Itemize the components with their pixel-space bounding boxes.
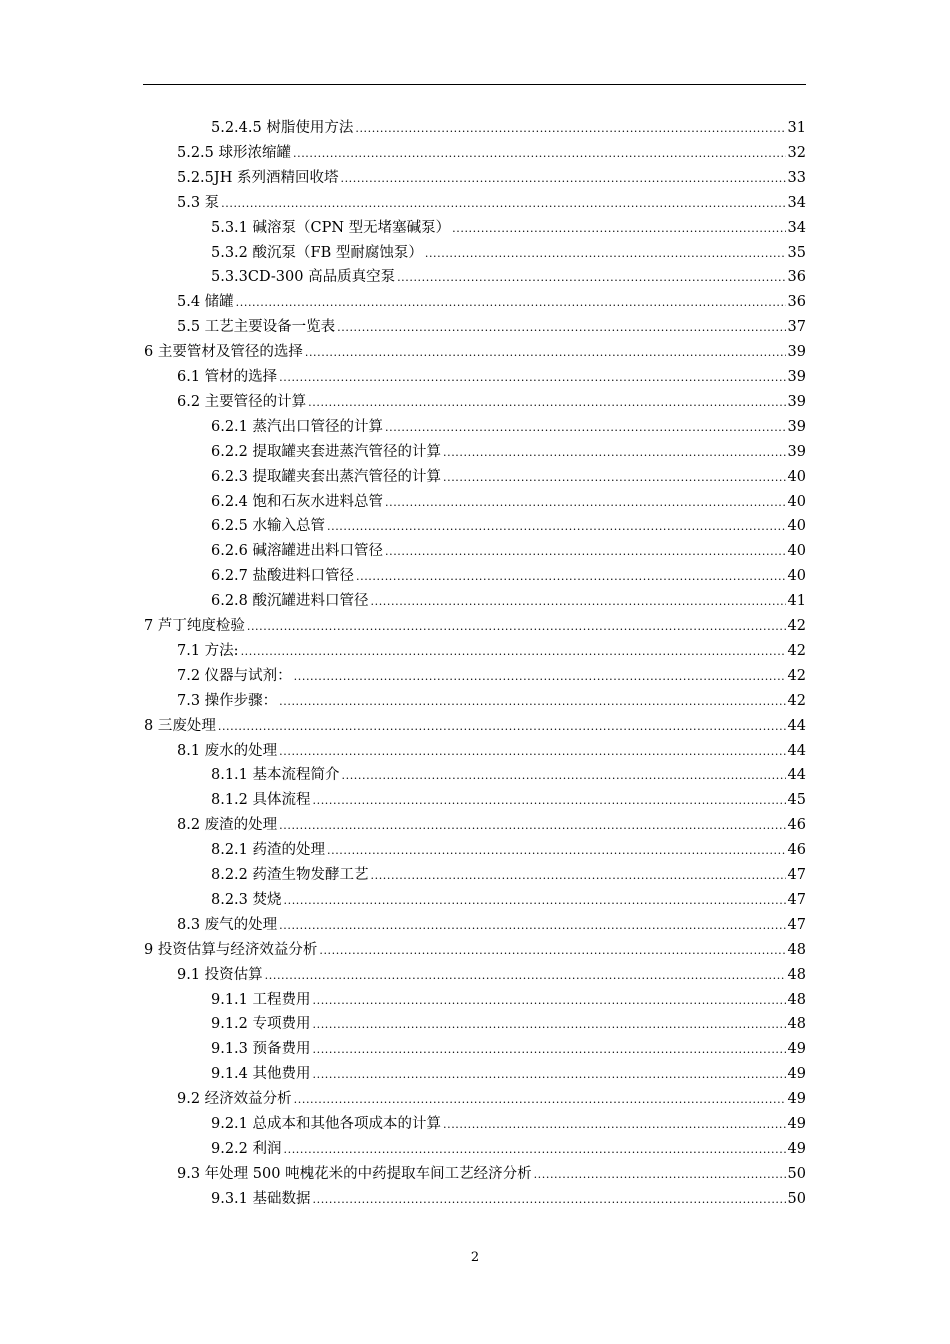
toc-entry-title: 药渣的处理: [252, 842, 326, 859]
toc-entry-label: [211, 988, 311, 1013]
toc-entry-title: 三废处理: [157, 717, 216, 734]
toc-entry[interactable]: [211, 216, 806, 241]
toc-page-number: 39: [787, 443, 806, 460]
toc-dot-leader: [452, 217, 785, 242]
toc-entry-number: 6.2.7: [211, 568, 248, 585]
toc-page-number: 44: [787, 767, 806, 784]
toc-page-number: 46: [787, 842, 806, 859]
toc-page-number: 49: [787, 1140, 806, 1157]
toc-entry-number: 9.1.2: [211, 1016, 248, 1033]
toc-entry[interactable]: [177, 191, 806, 216]
toc-entry[interactable]: [211, 440, 806, 465]
toc-entry-number: 5.3.1: [211, 219, 248, 236]
toc-dot-leader: [355, 117, 785, 142]
toc-entry-title: 投资估算与经济效益分析: [157, 941, 318, 958]
toc-entry[interactable]: [211, 265, 806, 290]
toc-dot-leader: [313, 1063, 786, 1088]
toc-entry[interactable]: [177, 166, 806, 191]
toc-entry-number: 9: [144, 941, 154, 958]
toc-entry-title: 仪器与试剂：: [204, 667, 292, 684]
toc-entry-title: 基本流程简介: [252, 767, 340, 784]
toc-entry-number: 8.2.3: [211, 891, 248, 908]
toc-entry-title: 储罐: [204, 294, 234, 311]
toc-dot-leader: [327, 839, 786, 864]
toc-dot-leader: [319, 939, 785, 964]
toc-entry-label: [177, 365, 277, 390]
toc-entry-number: 6.2.6: [211, 543, 248, 560]
toc-dot-leader: [294, 1088, 786, 1113]
toc-entry-label: [211, 1012, 311, 1037]
toc-entry[interactable]: [211, 788, 806, 813]
toc-page-number: 42: [787, 692, 806, 709]
toc-entry[interactable]: [177, 913, 806, 938]
toc-entry-title: 工艺主要设备一览表: [204, 319, 336, 336]
toc-page-number: 48: [787, 1016, 806, 1033]
toc-dot-leader: [340, 167, 785, 192]
toc-entry[interactable]: [211, 1137, 806, 1162]
toc-entry-label: [211, 863, 369, 888]
toc-entry-title: 工程费用: [252, 991, 311, 1008]
toc-dot-leader: [308, 391, 785, 416]
toc-entry-label: [211, 415, 383, 440]
toc-entry[interactable]: [211, 1112, 806, 1137]
toc-entry-number: 6: [144, 344, 154, 361]
toc-page-number: 44: [787, 742, 806, 759]
toc-entry-number: 6.2: [177, 393, 201, 410]
toc-entry-label: [177, 390, 306, 415]
toc-entry-title: 系列酒精回收塔: [236, 169, 339, 186]
toc-entry-title: 经济效益分析: [204, 1091, 292, 1108]
toc-page-number: 47: [787, 916, 806, 933]
toc-entry[interactable]: [177, 963, 806, 988]
toc-page-number: 50: [787, 1190, 806, 1207]
toc-entry[interactable]: [177, 1162, 806, 1187]
toc-entry-title: 酸沉罐进料口管径: [252, 593, 369, 610]
toc-entry-label: [177, 1162, 532, 1187]
toc-page-number: 35: [787, 244, 806, 261]
toc-entry-label: [211, 1187, 311, 1212]
toc-entry-number: 8.1: [177, 742, 201, 759]
toc-entry-title: 高品质真空泵: [308, 269, 396, 286]
toc-entry-label: [211, 440, 441, 465]
toc-entry-number: 5.2.4.5: [211, 120, 262, 136]
toc-entry[interactable]: [177, 1087, 806, 1112]
toc-entry-title: 利润: [252, 1140, 282, 1157]
toc-dot-leader: [313, 789, 786, 814]
toc-page-number: 48: [787, 941, 806, 958]
toc-dot-leader: [241, 640, 786, 665]
toc-entry-title: 球形浓缩罐: [218, 144, 292, 161]
toc-entry-label: [177, 664, 292, 689]
toc-dot-leader: [279, 690, 785, 715]
toc-entry[interactable]: [211, 415, 806, 440]
toc-dot-leader: [236, 291, 786, 316]
toc-entry[interactable]: [211, 564, 806, 589]
toc-page-number: 40: [787, 468, 806, 485]
toc-entry[interactable]: [177, 813, 806, 838]
toc-entry-label: [144, 614, 245, 639]
toc-entry-label: [177, 1087, 292, 1112]
toc-entry-title: 投资估算: [204, 966, 263, 983]
toc-entry[interactable]: [211, 888, 806, 913]
toc-entry[interactable]: [177, 141, 806, 166]
toc-entry[interactable]: [211, 1037, 806, 1062]
toc-entry-label: [177, 963, 263, 988]
toc-entry-number: 5.2.5: [177, 144, 214, 161]
toc-dot-leader: [293, 142, 786, 167]
toc-entry[interactable]: [211, 539, 806, 564]
toc-entry[interactable]: [177, 315, 806, 340]
toc-entry[interactable]: [211, 465, 806, 490]
toc-entry-label: [177, 639, 239, 664]
toc-dot-leader: [305, 341, 786, 366]
toc-entry-title: 泵: [204, 194, 220, 211]
toc-entry-number: 8.2.2: [211, 867, 248, 883]
toc-entry-title: 具体流程: [252, 792, 311, 809]
toc-entry-label: [211, 116, 353, 141]
toc-page-number: 41: [787, 593, 806, 610]
toc-dot-leader: [313, 1188, 786, 1213]
toc-entry-label: [211, 1037, 311, 1062]
toc-entry-title: 总成本和其他各项成本的计算: [252, 1116, 442, 1132]
toc-entry-label: [211, 216, 450, 241]
header-rule: [143, 84, 806, 85]
toc-entry-title: 其他费用: [252, 1066, 311, 1083]
toc-entry-label: [211, 539, 383, 564]
toc-entry[interactable]: [177, 689, 806, 714]
toc-entry-label: [211, 788, 311, 813]
toc-entry-label: [177, 166, 338, 191]
toc-page-number: 40: [787, 543, 806, 560]
toc-entry-title: 药渣生物发酵工艺: [252, 867, 369, 883]
toc-entry-number: 8: [144, 717, 154, 734]
toc-entry-number: 5.4: [177, 294, 201, 311]
toc-dot-leader: [279, 914, 785, 939]
toc-entry-title: 碱溶泵（CPN 型无堵塞碱泵）: [252, 219, 451, 236]
toc-entry-label: [211, 265, 395, 290]
toc-entry-number: 9.1.4: [211, 1066, 248, 1083]
toc-entry-label: [211, 838, 325, 863]
toc-entry[interactable]: [211, 116, 806, 141]
toc-entry-label: [211, 763, 340, 788]
toc-entry-label: [177, 739, 277, 764]
toc-entry-title: 主要管材及管径的选择: [157, 344, 303, 361]
toc-dot-leader: [279, 740, 785, 765]
toc-dot-leader: [443, 1113, 786, 1138]
toc-entry[interactable]: [211, 763, 806, 788]
toc-entry-title: 芦丁纯度检验: [157, 618, 245, 634]
toc-entry-number: 6.2.4: [211, 493, 248, 510]
toc-entry-number: 6.2.3: [211, 468, 248, 485]
toc-page-number: 44: [787, 717, 806, 734]
toc-entry-title: 预备费用: [252, 1041, 311, 1058]
toc-dot-leader: [327, 515, 786, 540]
toc-dot-leader: [371, 590, 786, 615]
toc-entry-number: 9.1.1: [211, 991, 248, 1008]
toc-entry-title: 饱和石灰水进料总管: [252, 493, 384, 510]
toc-page-number: 49: [787, 1066, 806, 1083]
toc-entry-title: 年处理 500 吨槐花米的中药提取车间工艺经济分析: [204, 1165, 532, 1182]
toc-entry-title: 酸沉泵（FB 型耐腐蚀泵）: [252, 244, 423, 261]
toc-dot-leader: [279, 814, 785, 839]
toc-dot-leader: [371, 864, 786, 889]
toc-entry-label: [177, 913, 277, 938]
toc-dot-leader: [294, 665, 786, 690]
toc-entry-label: [211, 589, 369, 614]
toc-page-number: 42: [787, 667, 806, 684]
toc-dot-leader: [279, 366, 785, 391]
toc-entry[interactable]: [211, 1062, 806, 1087]
toc-page-number: 48: [787, 991, 806, 1008]
toc-entry-number: 6.2.2: [211, 443, 248, 460]
toc-entry-number: 6.2.8: [211, 593, 248, 610]
toc-dot-leader: [385, 491, 786, 516]
toc-entry[interactable]: [211, 490, 806, 515]
toc-entry[interactable]: [144, 614, 806, 639]
toc-entry-title: 废渣的处理: [204, 817, 278, 834]
toc-entry-title: 盐酸进料口管径: [252, 568, 355, 585]
toc-entry[interactable]: [211, 863, 806, 888]
toc-entry-number: 9.2: [177, 1091, 201, 1108]
toc-page-number: 49: [787, 1116, 806, 1132]
toc-page-number: 36: [787, 294, 806, 311]
toc-entry-number: 9.1.3: [211, 1041, 248, 1058]
toc-entry-label: [211, 241, 423, 266]
toc-entry-label: [177, 689, 277, 714]
toc-page-number: 34: [787, 194, 806, 211]
toc-dot-leader: [313, 1038, 786, 1063]
toc-page-number: 36: [787, 269, 806, 286]
toc-entry-title: 方法:: [204, 642, 239, 659]
toc-page-number: 37: [787, 319, 806, 336]
toc-entry-number: 8.2.1: [211, 842, 248, 859]
toc-page-number: 40: [787, 518, 806, 535]
toc-page-number: 42: [787, 642, 806, 659]
toc-entry[interactable]: [177, 639, 806, 664]
toc-page-number: 34: [787, 219, 806, 236]
toc-entry-label: [211, 564, 354, 589]
toc-entry[interactable]: [211, 1187, 806, 1212]
toc-entry-label: [177, 315, 335, 340]
toc-entry-number: 8.1.2: [211, 792, 248, 809]
toc-entry-label: [211, 514, 325, 539]
toc-entry-label: [177, 813, 277, 838]
toc-page-number: 42: [787, 618, 806, 634]
toc-entry-number: 6.2.5: [211, 518, 248, 535]
toc-page-number: 39: [787, 344, 806, 361]
toc-dot-leader: [443, 466, 786, 491]
toc-entry-label: [211, 1062, 311, 1087]
toc-entry-title: 废气的处理: [204, 916, 278, 933]
toc-page-number: 40: [787, 493, 806, 510]
toc-entry-number: 8.3: [177, 916, 201, 933]
toc-entry-number: 9.1: [177, 966, 201, 983]
toc-page-number: 50: [787, 1165, 806, 1182]
toc-dot-leader: [534, 1163, 786, 1188]
toc-entry-number: 7.3: [177, 692, 201, 709]
toc-page-number: 33: [787, 169, 806, 186]
toc-entry[interactable]: [177, 365, 806, 390]
toc-page-number: 47: [787, 891, 806, 908]
toc-entry-label: [177, 141, 291, 166]
toc-dot-leader: [385, 540, 786, 565]
toc-entry[interactable]: [211, 241, 806, 266]
toc-entry-label: [177, 290, 234, 315]
toc-entry-number: 9.3: [177, 1165, 201, 1182]
toc-dot-leader: [385, 416, 786, 441]
toc-dot-leader: [313, 989, 786, 1014]
toc-dot-leader: [443, 441, 786, 466]
toc-page-number: 39: [787, 418, 806, 435]
toc-entry-title: 操作步骤：: [204, 692, 278, 709]
toc-dot-leader: [247, 615, 786, 640]
toc-page-number: 39: [787, 393, 806, 410]
toc-dot-leader: [337, 316, 785, 341]
toc-entry-label: [211, 888, 282, 913]
toc-entry[interactable]: [177, 290, 806, 315]
toc-entry-number: 6.2.1: [211, 418, 248, 435]
toc-page-number: 39: [787, 369, 806, 385]
toc-entry-number: 7: [144, 618, 154, 634]
toc-entry-label: [144, 938, 317, 963]
toc-entry-title: 水输入总管: [252, 518, 326, 535]
toc-entry-title: 废水的处理: [204, 742, 278, 759]
toc-entry-label: [211, 465, 441, 490]
toc-entry-number: 9.2.2: [211, 1140, 248, 1157]
toc-entry-label: [211, 1112, 441, 1137]
toc-dot-leader: [342, 764, 786, 789]
toc-entry-number: 5.3: [177, 194, 201, 211]
toc-entry-number: 5.3.2: [211, 244, 248, 261]
toc-dot-leader: [356, 565, 786, 590]
toc-entry-title: 树脂使用方法: [266, 120, 354, 136]
toc-entry-title: 碱溶罐进出料口管径: [252, 543, 384, 560]
toc-dot-leader: [284, 1138, 786, 1163]
toc-entry-title: 基础数据: [252, 1190, 311, 1207]
toc-entry[interactable]: [211, 589, 806, 614]
toc-entry-number: 9.3.1: [211, 1190, 248, 1207]
toc-page-number: 40: [787, 568, 806, 585]
toc-dot-leader: [313, 1013, 786, 1038]
toc-page-number: 49: [787, 1041, 806, 1058]
toc-entry-number: 8.2: [177, 817, 201, 834]
toc-page-number: 46: [787, 817, 806, 834]
toc-page-number: 45: [787, 792, 806, 809]
toc-dot-leader: [397, 266, 785, 291]
toc-entry-label: [144, 340, 303, 365]
toc-entry[interactable]: [177, 739, 806, 764]
toc-entry-number: 5.3.3CD-300: [211, 269, 304, 286]
toc-entry[interactable]: [211, 1012, 806, 1037]
toc-entry[interactable]: [144, 938, 806, 963]
toc-page-number: 47: [787, 867, 806, 883]
toc-dot-leader: [284, 889, 786, 914]
toc-entry[interactable]: [177, 390, 806, 415]
toc-entry[interactable]: [177, 664, 806, 689]
toc-entry-label: [144, 714, 216, 739]
toc-entry-title: 管材的选择: [204, 369, 278, 385]
toc-entry-title: 提取罐夹套出蒸汽管径的计算: [252, 468, 442, 485]
toc-entry-label: [211, 1137, 282, 1162]
page-number: 2: [470, 1250, 480, 1265]
toc-entry-number: 5.5: [177, 319, 201, 336]
toc-entry-number: 7.1: [177, 642, 201, 659]
toc-entry-number: 7.2: [177, 667, 201, 684]
toc-page-number: 32: [787, 144, 806, 161]
toc-entry-number: 6.1: [177, 369, 201, 385]
toc-entry-title: 蒸汽出口管径的计算: [252, 418, 384, 435]
toc-entry[interactable]: [211, 514, 806, 539]
toc-entry-number: 9.2.1: [211, 1116, 248, 1132]
toc-entry-label: [211, 490, 383, 515]
toc-entry-title: 主要管径的计算: [204, 393, 307, 410]
toc-page-number: 49: [787, 1091, 806, 1108]
toc-entry-number: 5.2.5JH: [177, 169, 233, 186]
toc-entry[interactable]: [211, 988, 806, 1013]
toc-entry[interactable]: [144, 714, 806, 739]
toc-entry[interactable]: [144, 340, 806, 365]
toc-page-number: 31: [787, 120, 806, 136]
toc-dot-leader: [265, 964, 786, 989]
toc-entry-title: 专项费用: [252, 1016, 311, 1033]
toc-dot-leader: [218, 715, 786, 740]
toc-dot-leader: [425, 242, 786, 267]
toc-entry-number: 8.1.1: [211, 767, 248, 784]
toc-entry-label: [177, 191, 219, 216]
toc-dot-leader: [221, 192, 785, 217]
toc-entry-title: 焚烧: [252, 891, 282, 908]
toc-entry-title: 提取罐夹套进蒸汽管径的计算: [252, 443, 442, 460]
toc-page-number: 48: [787, 966, 806, 983]
toc-entry[interactable]: [211, 838, 806, 863]
